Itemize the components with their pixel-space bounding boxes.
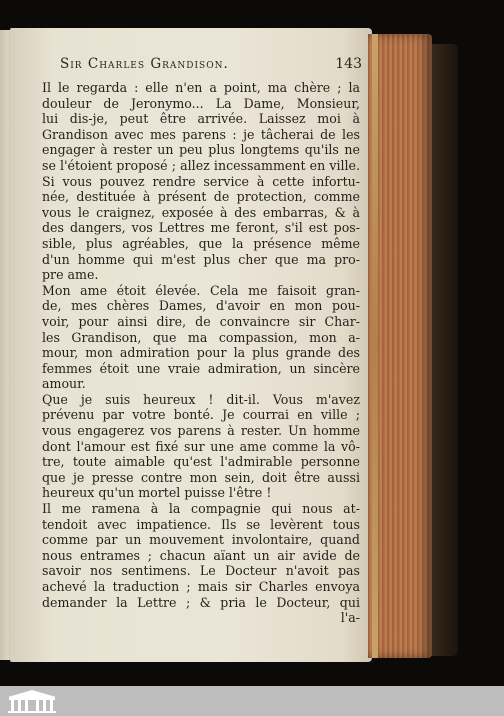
text-line: sible, plus agréables, que la présence même: [42, 235, 360, 251]
page-body-text: [42, 80, 360, 626]
text-line: nous entrames ; chacun aïant un air avide de: [42, 547, 360, 563]
library-building-logo-icon: [4, 688, 60, 714]
text-line: se l'étoient proposé ; allez incessamment en ville.: [42, 157, 360, 173]
text-line: amour.: [42, 376, 86, 392]
text-line: Que je suis heureux ! dit-il. Vous m'avez: [42, 391, 360, 407]
gilt-edge: [372, 34, 378, 658]
text-line: tre, toute aimable qu'est l'admirable personne: [42, 454, 360, 470]
text-line: savoir nos sentimens. Le Docteur n'avoit pas: [42, 563, 360, 579]
text-line: femmes étoit une vraie admiration, un sincère: [42, 360, 360, 376]
text-line: comme par un mouvement involontaire, quand: [42, 532, 360, 548]
text-line: Mon ame étoit élevée. Cela me faisoit gran-: [42, 282, 360, 298]
text-line: de, mes chères Dames, d'avoir en mon pou-: [42, 298, 360, 314]
text-line: Il me ramena à la compagnie qui nous at-: [42, 501, 360, 517]
text-line: voir, pour ainsi dire, de convaincre sir Char-: [42, 313, 360, 329]
text-line: heureux qu'un mortel puisse l'être !: [42, 485, 272, 501]
text-line: demander la Lettre ; & pria le Docteur, qui: [42, 594, 360, 610]
text-line: mour, mon admiration pour la plus grande des: [42, 345, 360, 361]
book-cover-edge: [428, 44, 458, 656]
text-line: des dangers, vos Lettres me feront, s'il est pos-: [42, 220, 360, 236]
text-line: tendoit avec impatience. Ils se levèrent tous: [42, 516, 360, 532]
text-line: l'a-: [340, 610, 360, 626]
text-line: les Grandison, que ma compassion, mon a-: [42, 329, 360, 345]
text-line: que je presse contre mon sein, doit être aussi: [42, 469, 360, 485]
text-line: pre ame.: [42, 267, 99, 283]
text-line: vous engagerez vos parens à rester. Un homme: [42, 423, 360, 439]
text-line: douleur de Jeronymo... La Dame, Monsieur,: [42, 95, 360, 111]
text-line: vous le craignez, exposée à des embarras, & à: [42, 204, 360, 220]
text-line: achevé la traduction ; mais sir Charles envoya: [42, 579, 360, 594]
viewer-footer-bar: [0, 686, 504, 716]
page-number: 143: [335, 56, 362, 72]
text-line: engager à rester un peu plus longtems qu'ils ne: [42, 142, 360, 158]
text-line: d'un homme qui m'est plus cher que ma pro-: [42, 251, 360, 267]
text-line: prévenu par votre bonté. Je courrai en ville ;: [42, 407, 360, 423]
text-line: dont l'amour est fixé sur une ame comme la vô-: [42, 438, 360, 454]
text-line: Grandison avec mes parens : je tâcherai de les: [42, 126, 360, 142]
text-line: Il le regarda : elle n'en a point, ma chère ; la: [42, 80, 360, 95]
running-title: Sir Charles Grandison.: [60, 56, 229, 72]
text-line: lui dis-je, peut être arrivée. Laissez moi à: [42, 111, 360, 127]
text-line: Si vous pouvez rendre service à cette infortu-: [42, 173, 360, 189]
text-line: née, destituée à présent de protection, comme: [42, 189, 360, 205]
